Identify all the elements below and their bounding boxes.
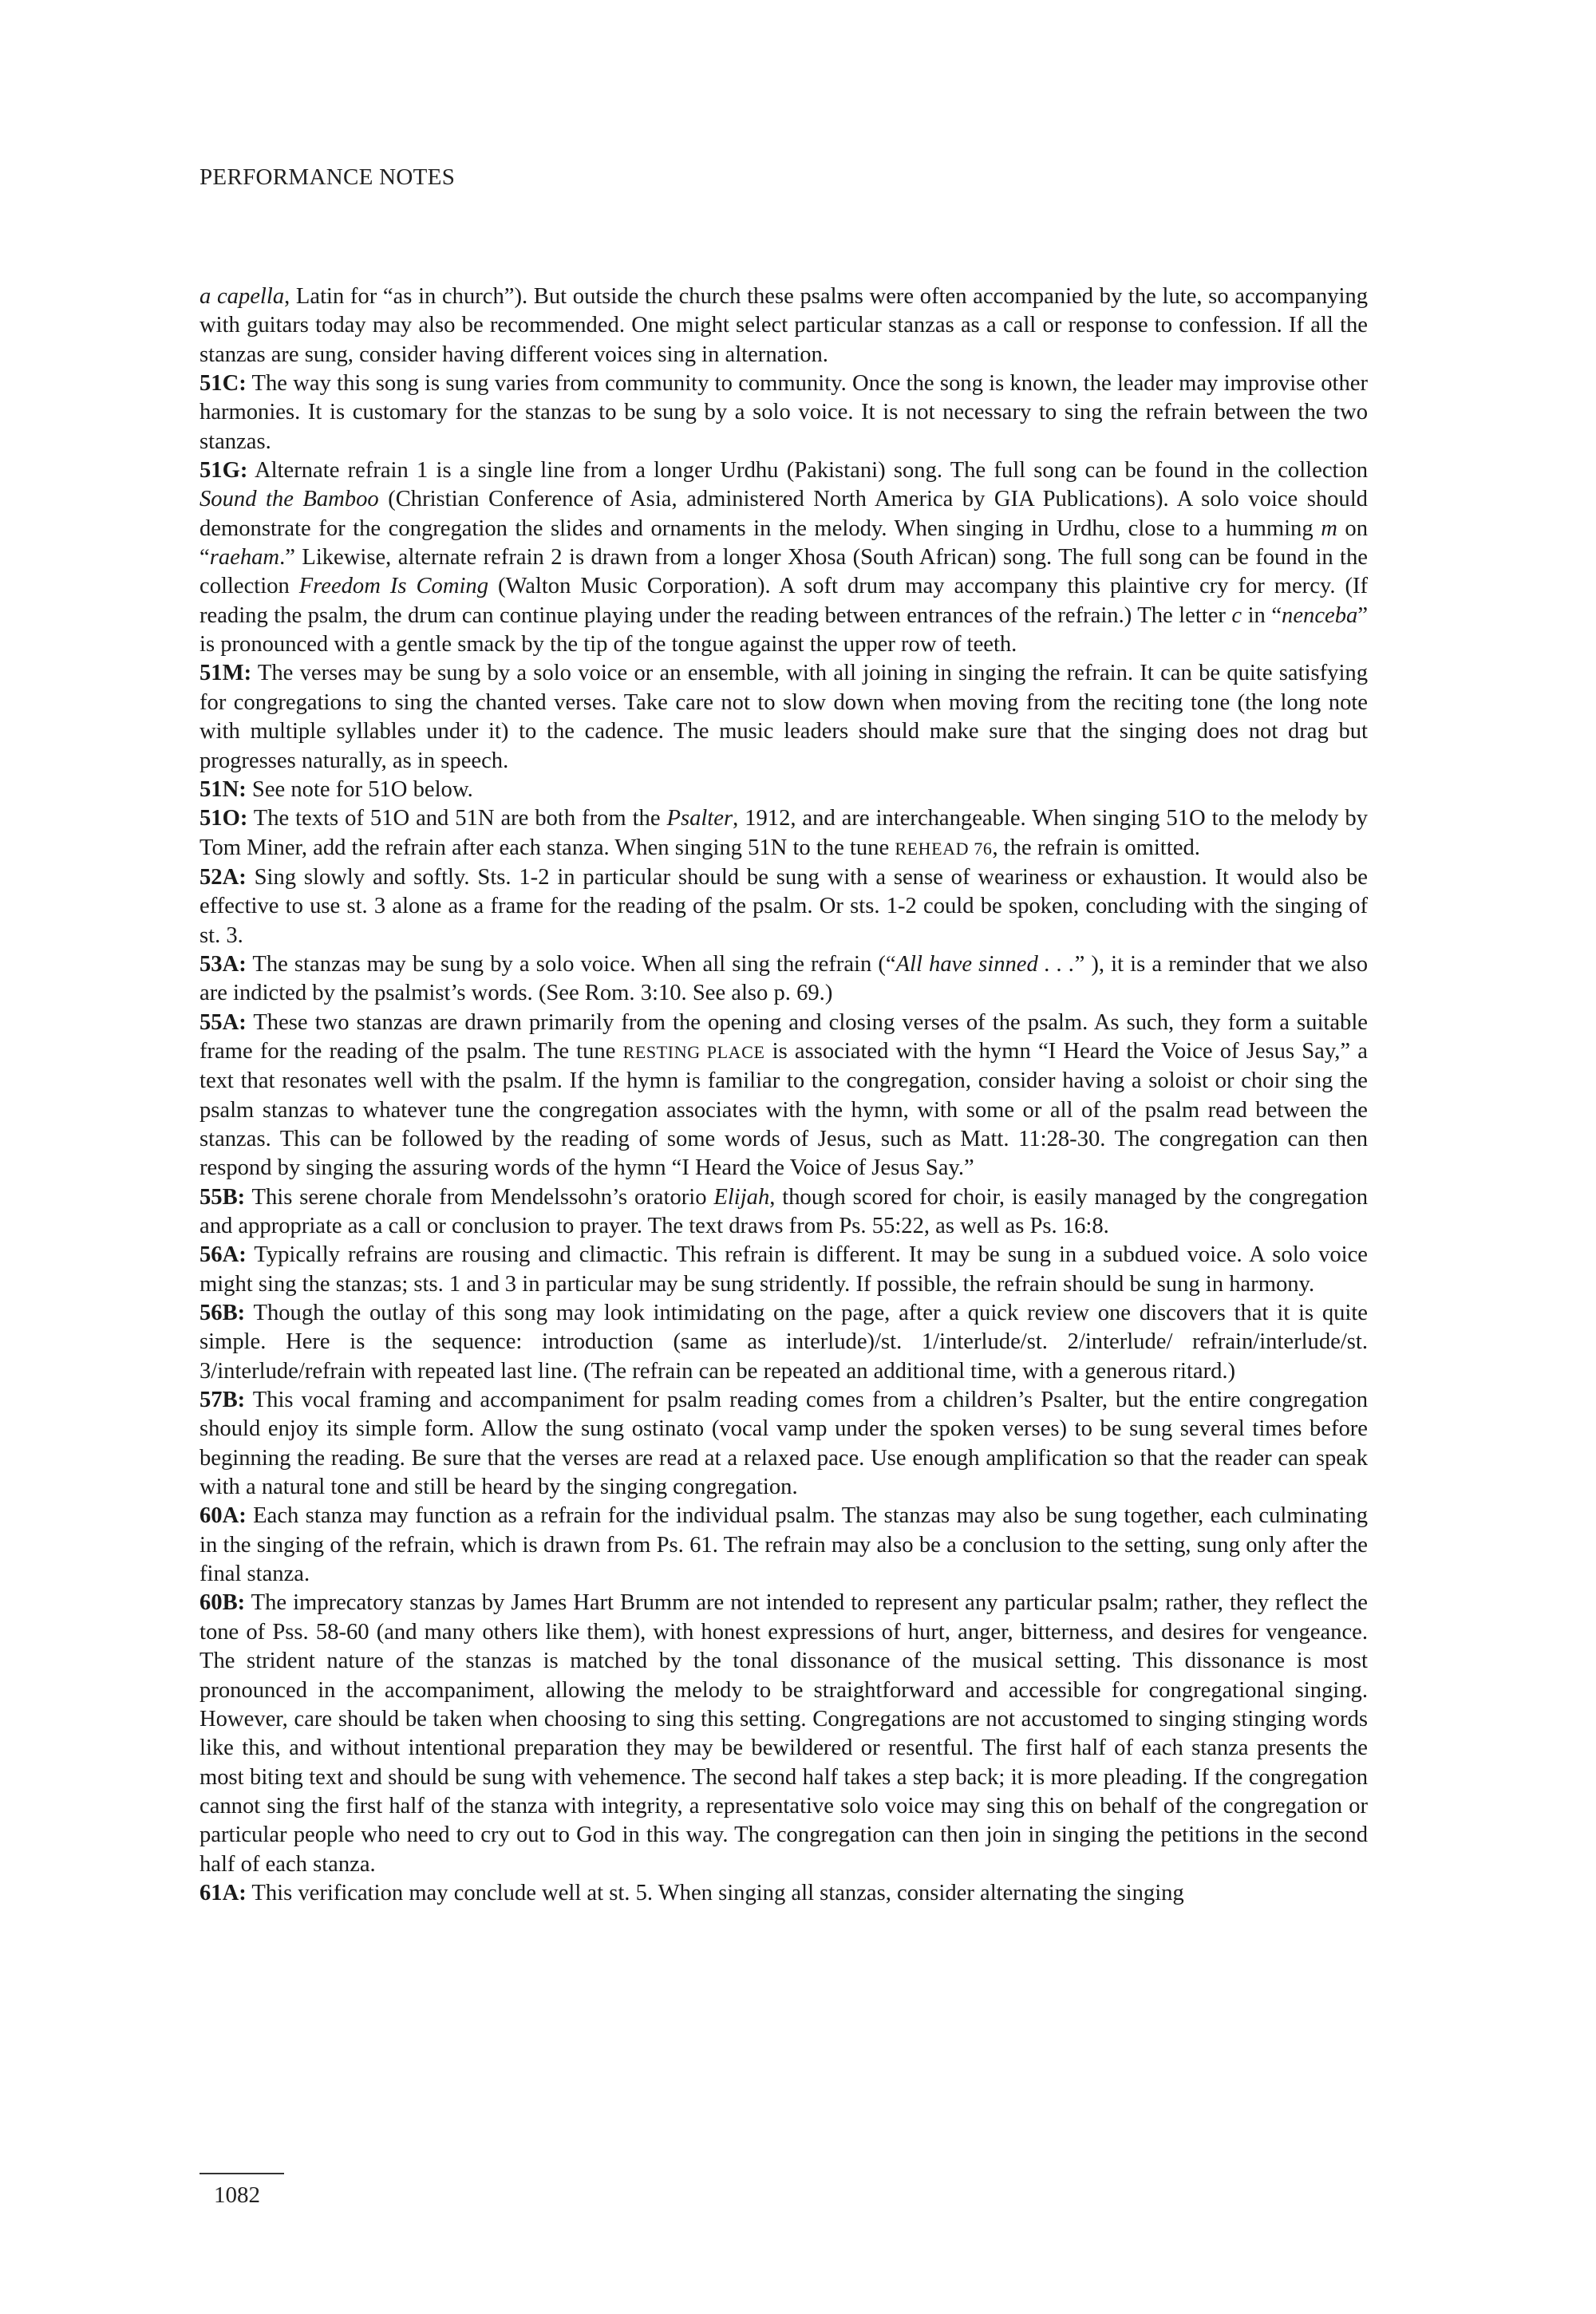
note-text: is associated with the hymn “I Heard the Voice of Jesus Say,” a text that resonates well with the psalm. If the hymn is familiar to the congregation, consider having a soloist or choir sing the psalm stanzas to whatever tune the congregation associates with the hymn, with some or all of the psalm read between the stanzas. This can be followed by the reading of some words of Jesus, such as Matt. 11:28-30. The congregation can then respond by singing the assuring words of the hymn “I Heard the Voice of Jesus Say.” xyxy=(200,1038,1368,1181)
note-text: (Walton Music Corporation). A soft drum may accompany this plaintive cry for mercy. (If reading the psalm, the drum can continue playing under the reading between entrances of the refrain.) The letter xyxy=(200,574,1369,628)
note-label: 51M: xyxy=(200,661,252,686)
italic-text: c xyxy=(1231,602,1242,628)
note-label: 51N: xyxy=(200,776,247,802)
note-text: Alternate refrain 1 is a single line from a longer Urdhu (Pakistani) song. The full song can be found in the collection xyxy=(247,458,1368,484)
note-label: 60B: xyxy=(200,1590,246,1616)
note-text: The verses may be sung by a solo voice or an ensemble, with all joining in singing the refrain. It can be quite satisfying for congregations to sing the chanted verses. Take care not to slow down when moving from the reciting tone (the long note with multiple syllables under it) to the cadence. The music leaders should make sure that the singing does not drag but progresses naturally, as in speech. xyxy=(200,661,1368,773)
italic-text: All have sinned . . . xyxy=(895,951,1075,977)
note-text: The texts of 51O and 51N are both from the xyxy=(247,806,667,831)
note-text: ” ), it is a reminder that we also are indicted by the psalmist’s words. (See Rom. 3:10. See also p. 69.) xyxy=(200,951,1368,1006)
italic-text: a capella xyxy=(200,284,285,309)
note-paragraph xyxy=(200,950,1368,1009)
note-paragraph xyxy=(200,1241,1368,1299)
note-label: 56B: xyxy=(200,1301,246,1326)
note-text: (Christian Conference of Asia, administered North America by GIA Publications). A solo voice should demonstrate for the congregation the slides and ornaments in the melody. When singing in Urdhu, close to a humming xyxy=(200,487,1368,541)
note-label: 57B: xyxy=(200,1388,246,1413)
note-text: , the refrain is omitted. xyxy=(992,835,1200,860)
note-paragraph xyxy=(200,863,1368,950)
note-text: , 1912, and are interchangeable. When singing 51O to the melody by Tom Miner, add the refrain after each stanza. When singing 51N to the tune xyxy=(200,806,1368,860)
italic-text: m xyxy=(1321,515,1337,541)
note-text: These two stanzas are drawn primarily from the opening and closing verses of the psalm. As such, they form a suitable frame for the reading of the psalm. The tune xyxy=(200,1009,1368,1064)
note-label: 52A: xyxy=(200,864,247,890)
note-paragraph xyxy=(200,1386,1368,1502)
note-text: This vocal framing and accompaniment for psalm reading comes from a children’s Psalter, but the entire congregation should enjoy its simple form. Allow the sung ostinato (vocal vamp under the spoken verses) to be sung several times before beginning the reading. Be sure that the verses are read at a relaxed pace. Use enough amplification so that the reader can speak with a natural tone and still be heard by the singing congregation. xyxy=(200,1388,1368,1500)
note-paragraph xyxy=(200,1009,1368,1183)
note-text: in “ xyxy=(1242,602,1282,628)
note-paragraph xyxy=(200,282,1368,369)
italic-text: Sound the Bamboo xyxy=(200,487,379,512)
tune-name: RESTING PLACE xyxy=(622,1041,765,1062)
note-paragraph xyxy=(200,1183,1368,1242)
note-paragraph xyxy=(200,456,1368,659)
note-text: on “ xyxy=(200,515,1368,571)
tune-name: REHEAD 76 xyxy=(895,838,993,859)
page-number: 1082 xyxy=(214,2182,260,2208)
note-text: , though scored for choir, is easily managed by the congregation and appropriate as a call or conclusion to prayer. The text draws from Ps. 55:22, as well as Ps. 16:8. xyxy=(200,1184,1368,1238)
note-paragraph xyxy=(200,659,1368,775)
note-text: .” Likewise, alternate refrain 2 is drawn from a longer Xhosa (South African) song. The full song can be found in the collection xyxy=(200,545,1368,599)
note-label: 51G: xyxy=(200,458,248,484)
note-label: 53A: xyxy=(200,951,247,977)
body-text xyxy=(200,282,1368,1908)
note-text: The stanzas may be sung by a solo voice. When all sing the refrain (“ xyxy=(246,951,896,977)
note-text: Typically refrains are rousing and climactic. This refrain is different. It may be sung in a subdued voice. A solo voice might sing the stanzas; sts. 1 and 3 in particular may be sung stridently. If possible, the refrain should be sung in harmony. xyxy=(200,1242,1368,1297)
note-text: The imprecatory stanzas by James Hart Brumm are not intended to represent any particular psalm; rather, they reflect the tone of Pss. 58-60 (and many others like them), with honest expressions of hurt, anger, bitterness, and desires for vengeance. The strident nature of the stanzas is matched by the tonal dissonance of the musical setting. This dissonance is most pronounced in the accompaniment, allowing the melody to be straightforward and accessible for congregational singing. However, care should be taken when choosing to sing this setting. Congregations are not accustomed to singing stinging words like this, and without intentional preparation they may be bewildered or resentful. The first half of each stanza presents the most biting text and should be sung with vehemence. The second half takes a step back; it is more pleading. If the congregation cannot sing the first half of the stanza with integrity, a representative solo voice may sing this on behalf of the congregation or particular people who need to cry out to God in this way. The congregation can then join in singing the petitions in the second half of each stanza. xyxy=(200,1590,1368,1877)
note-label: 51C: xyxy=(200,371,247,397)
italic-text: Elijah xyxy=(713,1184,770,1210)
note-paragraph xyxy=(200,1502,1368,1589)
note-paragraph xyxy=(200,1879,1368,1908)
running-head: PERFORMANCE NOTES xyxy=(200,164,456,190)
note-text: Though the outlay of this song may look intimidating on the page, after a quick review one discovers that it is quite simple. Here is the sequence: introduction (same as interlude)/st. 1/interlude/st. 2/interlude/ refrain/interlude/st. 3/interlude/refrain with repeated last line. (The refrain can be repeated an additional time, with a generous ritard.) xyxy=(200,1301,1368,1384)
italic-text: raeham xyxy=(209,545,280,571)
note-paragraph xyxy=(200,804,1368,863)
note-text: This serene chorale from Mendelssohn’s oratorio xyxy=(245,1184,714,1210)
note-text: This verification may conclude well at st. 5. When singing all stanzas, consider alternating the singing xyxy=(246,1880,1184,1905)
note-text: See note for 51O below. xyxy=(246,776,473,802)
note-paragraph xyxy=(200,776,1368,804)
italic-text: Psalter xyxy=(666,806,733,831)
footer-rule xyxy=(200,2173,284,2174)
note-paragraph xyxy=(200,1299,1368,1386)
note-label: 55B: xyxy=(200,1184,246,1210)
note-text: The way this song is sung varies from community to community. Once the song is known, the leader may improvise other harmonies. It is customary for the stanzas to be sung by a solo voice. It is not necessary to sing the refrain between the two stanzas. xyxy=(200,371,1368,454)
note-paragraph xyxy=(200,369,1368,456)
note-label: 55A: xyxy=(200,1009,247,1035)
note-label: 60A: xyxy=(200,1503,247,1529)
note-paragraph xyxy=(200,1589,1368,1878)
note-label: 61A: xyxy=(200,1880,247,1905)
note-text: Sing slowly and softly. Sts. 1-2 in particular should be sung with a sense of weariness or exhaustion. It would also be effective to use st. 3 alone as a frame for the reading of the psalm. Or sts. 1-2 could be spoken, concluding with the singing of st. 3. xyxy=(200,864,1368,948)
note-text: , Latin for “as in church”). But outside the church these psalms were often accompanied by the lute, so accompanying with guitars today may also be recommended. One might select particular stanzas as a call or response to confession. If all the stanzas are sung, consider having different voices sing in alternation. xyxy=(200,284,1368,367)
note-text: ” is pronounced with a gentle smack by the tip of the tongue against the upper row of teeth. xyxy=(200,602,1369,657)
italic-text: Freedom Is Coming xyxy=(298,574,489,599)
italic-text: nenceba xyxy=(1282,602,1358,628)
note-label: 56A: xyxy=(200,1242,247,1268)
note-text: Each stanza may function as a refrain for the individual psalm. The stanzas may also be sung together, each culminating in the singing of the refrain, which is drawn from Ps. 61. The refrain may also be a conclusion to the setting, sung only after the final stanza. xyxy=(200,1503,1368,1587)
note-label: 51O: xyxy=(200,806,248,831)
